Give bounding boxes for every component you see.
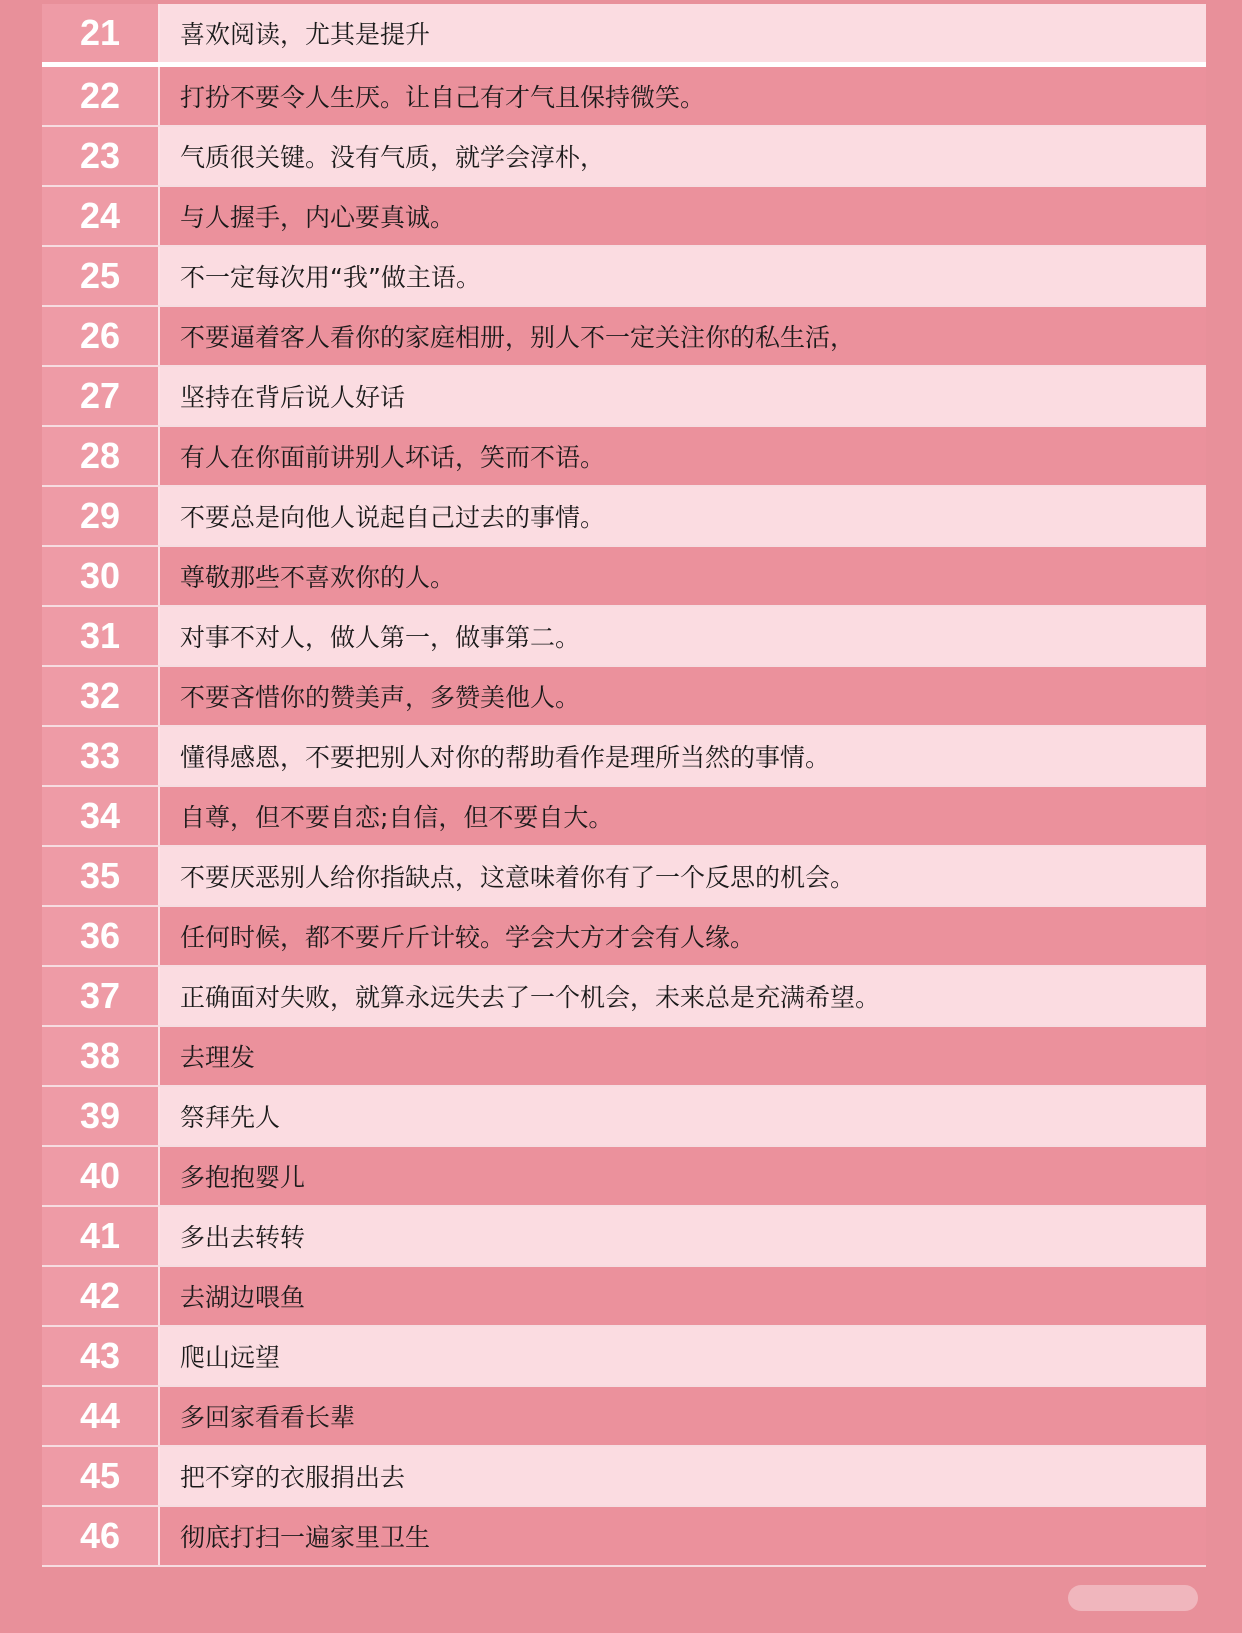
- item-number: 29: [42, 487, 160, 545]
- item-text: 与人握手，内心要真诚。: [160, 187, 1206, 245]
- list-item: [42, 4, 1206, 67]
- item-number: 44: [42, 1387, 160, 1445]
- item-text: 任何时候，都不要斤斤计较。学会大方才会有人缘。: [160, 907, 1206, 965]
- list-item: [42, 487, 1206, 547]
- list-item: [42, 1027, 1206, 1087]
- item-text: 尊敬那些不喜欢你的人。: [160, 547, 1206, 605]
- item-number: 21: [42, 4, 160, 62]
- list-item: [42, 787, 1206, 847]
- list-item: [42, 1327, 1206, 1387]
- item-number: 34: [42, 787, 160, 845]
- list-item: [42, 1507, 1206, 1567]
- item-text: 正确面对失败，就算永远失去了一个机会，未来总是充满希望。: [160, 967, 1206, 1025]
- list-item: [42, 907, 1206, 967]
- item-number: 46: [42, 1507, 160, 1565]
- item-text: 去理发: [160, 1027, 1206, 1085]
- list-item: [42, 1147, 1206, 1207]
- item-text: 打扮不要令人生厌。让自己有才气且保持微笑。: [160, 67, 1206, 125]
- list-item: [42, 547, 1206, 607]
- item-number: 40: [42, 1147, 160, 1205]
- item-text: 不要厌恶别人给你指缺点，这意味着你有了一个反思的机会。: [160, 847, 1206, 905]
- item-text: 气质很关键。没有气质，就学会淳朴，: [160, 127, 1206, 185]
- item-number: 25: [42, 247, 160, 305]
- item-number: 22: [42, 67, 160, 125]
- item-number: 27: [42, 367, 160, 425]
- item-number: 41: [42, 1207, 160, 1265]
- item-number: 45: [42, 1447, 160, 1505]
- list-item: [42, 427, 1206, 487]
- item-number: 26: [42, 307, 160, 365]
- item-text: 把不穿的衣服捐出去: [160, 1447, 1206, 1505]
- item-text: 彻底打扫一遍家里卫生: [160, 1507, 1206, 1565]
- item-number: 30: [42, 547, 160, 605]
- tips-list: [42, 4, 1206, 1567]
- item-text: 有人在你面前讲别人坏话，笑而不语。: [160, 427, 1206, 485]
- list-item: [42, 67, 1206, 127]
- list-item: [42, 607, 1206, 667]
- list-item: [42, 1087, 1206, 1147]
- item-number: 42: [42, 1267, 160, 1325]
- item-number: 32: [42, 667, 160, 725]
- item-text: 不要总是向他人说起自己过去的事情。: [160, 487, 1206, 545]
- list-item: [42, 727, 1206, 787]
- item-text: 多抱抱婴儿: [160, 1147, 1206, 1205]
- item-text: 自尊，但不要自恋;自信，但不要自大。: [160, 787, 1206, 845]
- list-item: [42, 1207, 1206, 1267]
- item-text: 不要吝惜你的赞美声，多赞美他人。: [160, 667, 1206, 725]
- list-item: [42, 1447, 1206, 1507]
- list-item: [42, 1387, 1206, 1447]
- list-item: [42, 307, 1206, 367]
- item-number: 33: [42, 727, 160, 785]
- item-text: 喜欢阅读，尤其是提升: [160, 4, 1206, 62]
- item-number: 35: [42, 847, 160, 905]
- item-text: 多出去转转: [160, 1207, 1206, 1265]
- item-number: 31: [42, 607, 160, 665]
- item-text: 多回家看看长辈: [160, 1387, 1206, 1445]
- item-number: 39: [42, 1087, 160, 1145]
- list-item: [42, 187, 1206, 247]
- item-text: 不要逼着客人看你的家庭相册，别人不一定关注你的私生活，: [160, 307, 1206, 365]
- list-item: [42, 1267, 1206, 1327]
- item-text: 坚持在背后说人好话: [160, 367, 1206, 425]
- item-text: 懂得感恩，不要把别人对你的帮助看作是理所当然的事情。: [160, 727, 1206, 785]
- item-text: 祭拜先人: [160, 1087, 1206, 1145]
- item-number: 28: [42, 427, 160, 485]
- list-item: [42, 847, 1206, 907]
- list-item: [42, 967, 1206, 1027]
- item-text: 爬山远望: [160, 1327, 1206, 1385]
- list-item: [42, 367, 1206, 427]
- item-number: 23: [42, 127, 160, 185]
- item-number: 24: [42, 187, 160, 245]
- item-number: 36: [42, 907, 160, 965]
- item-number: 43: [42, 1327, 160, 1385]
- item-text: 去湖边喂鱼: [160, 1267, 1206, 1325]
- item-number: 37: [42, 967, 160, 1025]
- watermark: [1068, 1585, 1198, 1611]
- item-text: 不一定每次用“我”做主语。: [160, 247, 1206, 305]
- item-text: 对事不对人，做人第一，做事第二。: [160, 607, 1206, 665]
- list-item: [42, 667, 1206, 727]
- list-item: [42, 127, 1206, 187]
- item-number: 38: [42, 1027, 160, 1085]
- list-item: [42, 247, 1206, 307]
